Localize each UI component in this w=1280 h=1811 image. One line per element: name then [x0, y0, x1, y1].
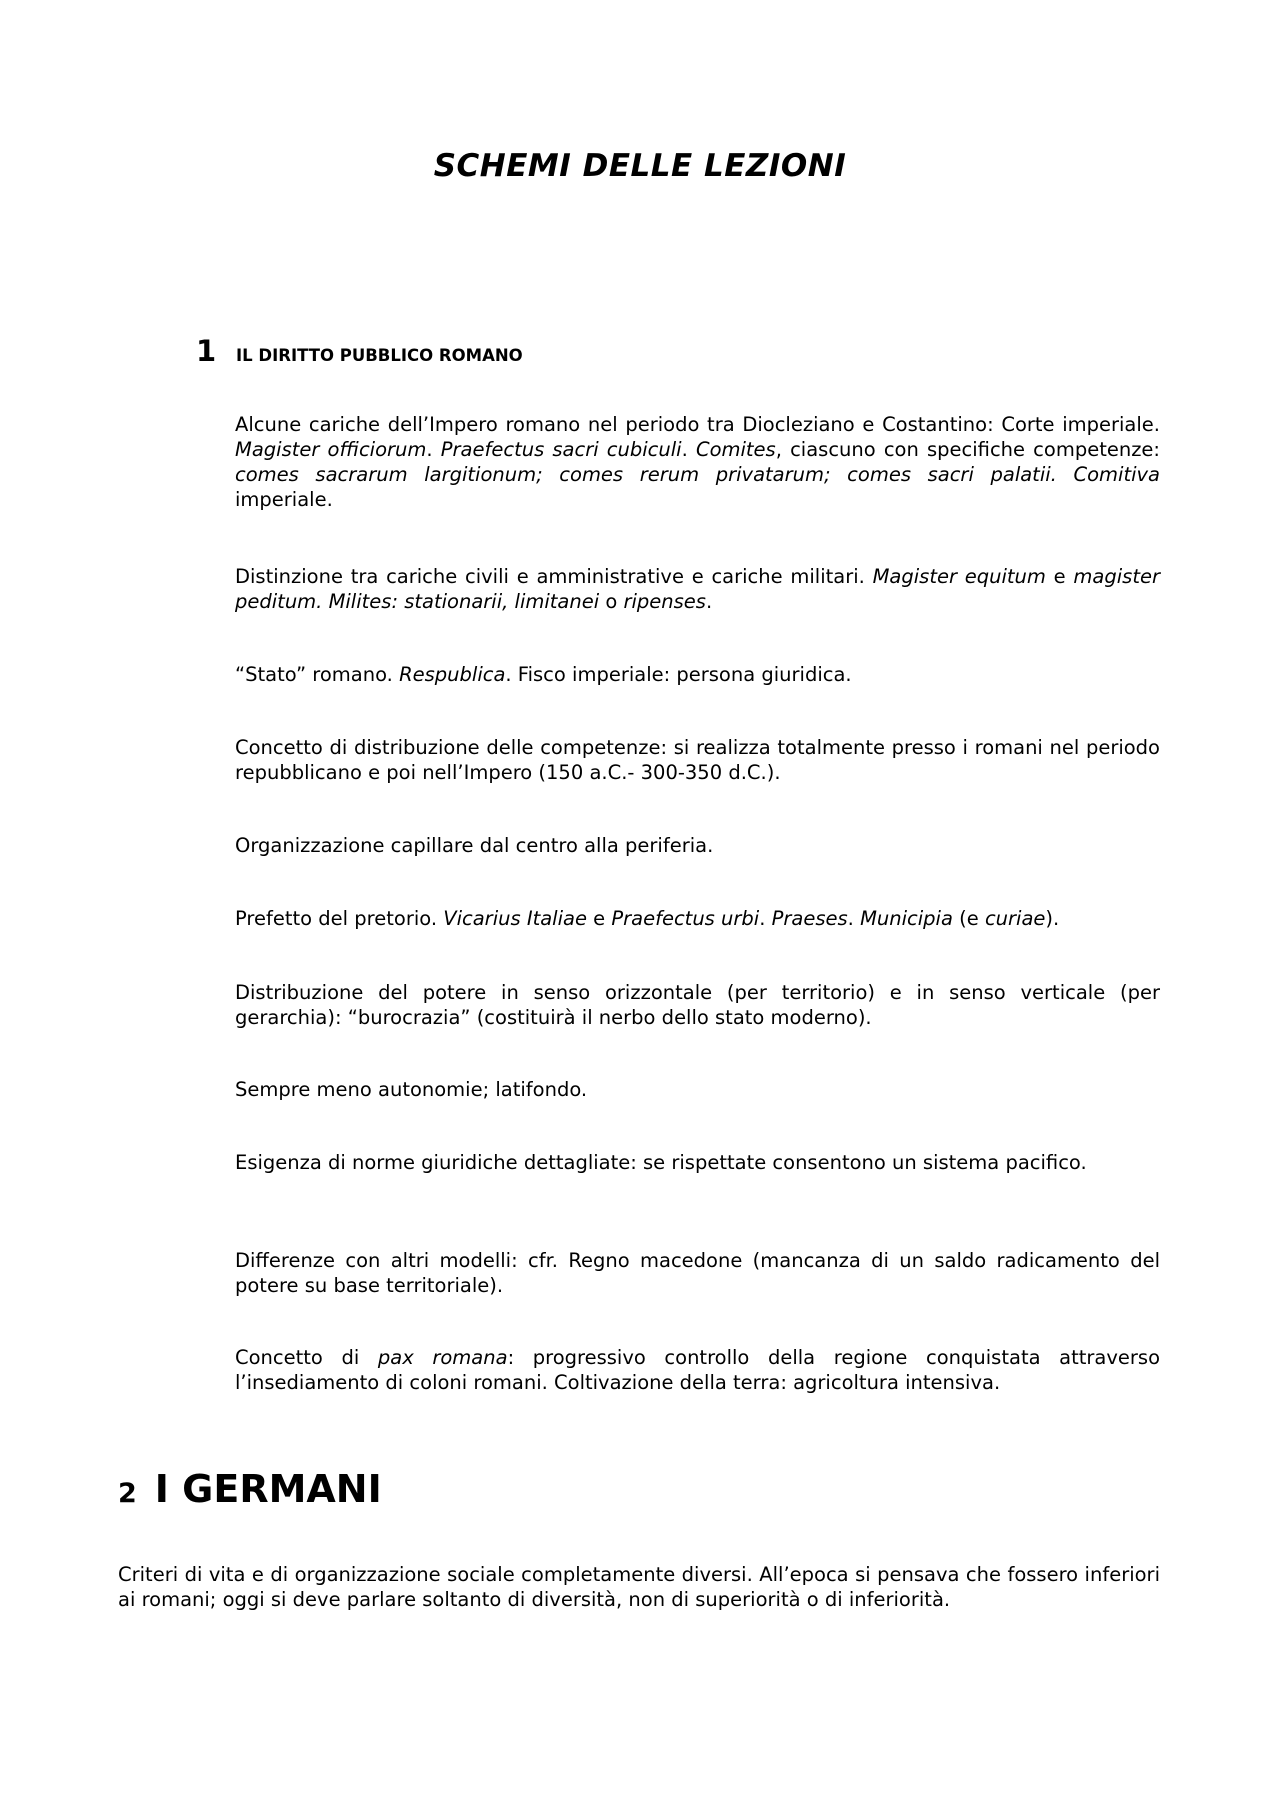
section-1-paragraph — [235, 662, 1160, 687]
text-run: o — [599, 590, 624, 613]
text-run: , ciascuno con specifiche competenze: — [775, 438, 1160, 461]
italic-text-run: Praefectus sacri cubiculi — [440, 438, 682, 461]
section-1-paragraph — [235, 906, 1160, 931]
italic-text-run: magister peditum. Milites: stationarii, limitanei — [235, 565, 1160, 613]
text-run: . — [705, 590, 713, 613]
text-run: Prefetto del pretorio. — [235, 907, 444, 930]
italic-text-run: Respublica — [399, 663, 506, 686]
section-1-paragraph — [235, 980, 1160, 1030]
section-1-paragraph — [235, 735, 1160, 785]
italic-text-run: pax romana — [377, 1346, 508, 1369]
text-run: “Stato” romano. — [235, 663, 400, 686]
section-1-paragraph — [235, 412, 1160, 512]
section-1-paragraph — [235, 1150, 1160, 1175]
italic-text-run: Magister officiorum — [235, 438, 427, 461]
text-run: e — [586, 907, 612, 930]
text-run: Organizzazione capillare dal centro alla periferia. — [235, 834, 714, 857]
text-run: Esigenza di norme giuridiche dettagliate: se rispettate consentono un sistema pacifico. — [235, 1151, 1087, 1174]
text-run: . — [759, 907, 772, 930]
section-1-paragraph — [235, 1077, 1160, 1102]
text-run: . — [681, 438, 696, 461]
document-title: SCHEMI DELLE LEZIONI — [433, 148, 847, 184]
text-run: Sempre meno autonomie; latifondo. — [235, 1078, 588, 1101]
section-1-paragraph — [235, 1248, 1160, 1298]
text-run: Alcune cariche dell’Impero romano nel periodo tra Diocleziano e Costantino: Corte imperiale. — [235, 413, 1160, 436]
text-run: Concetto di — [235, 1346, 378, 1369]
section-1-number: 1 — [196, 334, 217, 368]
section-2-paragraph — [118, 1562, 1160, 1612]
italic-text-run: Magister equitum — [872, 565, 1046, 588]
italic-text-run: Praefectus urbi — [611, 907, 760, 930]
text-run: . Fisco imperiale: persona giuridica. — [505, 663, 852, 686]
text-run: Differenze con altri modelli: cfr. Regno macedone (mancanza di un saldo radicamento del potere su base territoriale). — [235, 1249, 1160, 1297]
section-2-title: I GERMANI — [154, 1467, 382, 1511]
text-run: Criteri di vita e di organizzazione sociale completamente diversi. All’epoca si pensava che fossero inferiori ai romani; oggi si deve parlare soltanto di diversità, non di superiorità o di inferiorità. — [118, 1563, 1160, 1611]
italic-text-run: Vicarius Italiae — [443, 907, 587, 930]
section-1-paragraph — [235, 564, 1160, 614]
text-run: : progressivo controllo della regione conquistata attraverso l’insediamento di coloni romani. Coltivazione della terra: agricoltura intensiva. — [235, 1346, 1160, 1394]
italic-text-run: ripenses — [623, 590, 706, 613]
section-2-number: 2 — [118, 1478, 137, 1509]
section-1-paragraph — [235, 1345, 1160, 1395]
italic-text-run: Praeses — [771, 907, 848, 930]
text-run: . — [426, 438, 441, 461]
text-run: ). — [1045, 907, 1060, 930]
text-run: Distribuzione del potere in senso orizzontale (per territorio) e in senso verticale (per gerarchia): “burocrazia” (costituirà il nerbo dello stato moderno). — [235, 981, 1160, 1029]
italic-text-run: Comites — [695, 438, 776, 461]
section-1-paragraph — [235, 833, 1160, 858]
section-1-title: IL DIRITTO PUBBLICO ROMANO — [236, 346, 523, 365]
italic-text-run: comes sacrarum largitionum; comes rerum privatarum; comes sacri palatii. Comitiva — [235, 463, 1160, 486]
text-run: Concetto di distribuzione delle competenze: si realizza totalmente presso i romani nel periodo repubblicano e poi nell’Impero (150 a.C.- 300-350 d.C.). — [235, 736, 1160, 784]
text-run: . — [847, 907, 861, 930]
section-2-heading — [118, 1467, 382, 1511]
text-run: imperiale. — [235, 488, 333, 511]
italic-text-run: curiae — [984, 907, 1046, 930]
text-run: (e — [952, 907, 985, 930]
text-run: Distinzione tra cariche civili e amministrative e cariche militari. — [235, 565, 873, 588]
text-run: e — [1045, 565, 1074, 588]
italic-text-run: Municipia — [860, 907, 953, 930]
